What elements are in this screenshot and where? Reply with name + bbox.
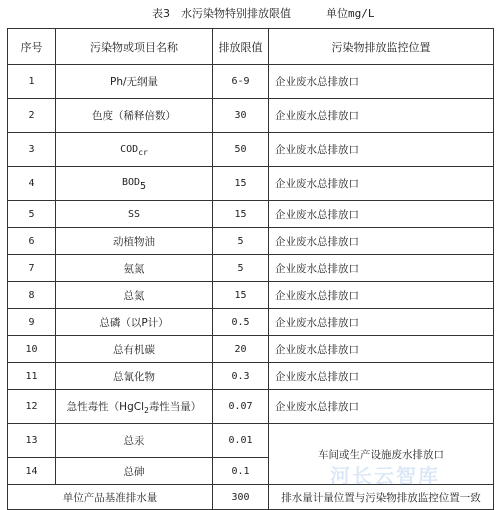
row-serial: 3 [8, 133, 56, 167]
table-row [8, 363, 494, 390]
unit-label: 单位 [326, 7, 348, 20]
unit-note [326, 6, 375, 22]
header-serial: 序号 [8, 29, 56, 65]
watermark: 河长云智库 [330, 464, 440, 488]
row-pollutant: 氨氮 [56, 255, 213, 282]
table-caption [0, 6, 500, 22]
row-serial: 6 [8, 228, 56, 255]
row-location: 企业废水总排放口 [269, 336, 494, 363]
row-limit: 0.01 [213, 424, 269, 458]
row-serial: 1 [8, 65, 56, 99]
row-location: 企业废水总排放口 [269, 255, 494, 282]
pollutant-prefix: 急性毒性（HgCl [66, 400, 144, 413]
row-serial: 2 [8, 99, 56, 133]
pollutant-main: COD [120, 143, 139, 155]
header-row [8, 29, 494, 65]
row-location: 企业废水总排放口 [269, 282, 494, 309]
row-pollutant: 总有机碳 [56, 336, 213, 363]
pollutant-subscript: 2 [143, 405, 149, 415]
row-pollutant: 动植物油 [56, 228, 213, 255]
header-limit: 排放限值 [213, 29, 269, 65]
pollutant-subscript: cr [138, 147, 148, 157]
unit-value: mg/L [348, 7, 375, 20]
footer-label: 单位产品基准排水量 [8, 485, 213, 510]
row-limit: 30 [213, 99, 269, 133]
row-location: 企业废水总排放口 [269, 363, 494, 390]
row-location: 企业废水总排放口 [269, 201, 494, 228]
table-row [8, 201, 494, 228]
table-row [8, 228, 494, 255]
emission-limits-table [7, 28, 494, 510]
row-serial: 10 [8, 336, 56, 363]
merged-location-cell: 车间或生产设施废水排放口 [269, 424, 494, 485]
row-location: 企业废水总排放口 [269, 133, 494, 167]
row-limit: 15 [213, 201, 269, 228]
row-pollutant: 总磷（以P计） [56, 309, 213, 336]
row-location: 企业废水总排放口 [269, 228, 494, 255]
row-limit: 5 [213, 255, 269, 282]
row-limit: 0.1 [213, 458, 269, 485]
row-serial: 14 [8, 458, 56, 485]
row-pollutant [56, 133, 213, 167]
row-serial: 12 [8, 390, 56, 424]
row-pollutant: 总砷 [56, 458, 213, 485]
row-limit: 20 [213, 336, 269, 363]
row-pollutant: 总氰化物 [56, 363, 213, 390]
row-serial: 5 [8, 201, 56, 228]
row-location: 企业废水总排放口 [269, 309, 494, 336]
row-pollutant: 色度（稀释倍数） [56, 99, 213, 133]
row-pollutant [56, 167, 213, 201]
table-row [8, 336, 494, 363]
row-serial: 8 [8, 282, 56, 309]
table-row [8, 167, 494, 201]
table-row [8, 424, 494, 458]
row-limit: 0.5 [213, 309, 269, 336]
row-serial: 4 [8, 167, 56, 201]
row-location: 企业废水总排放口 [269, 167, 494, 201]
table-row [8, 309, 494, 336]
row-limit: 5 [213, 228, 269, 255]
footer-location: 排水量计量位置与污染物排放监控位置一致 [269, 485, 494, 510]
row-limit: 6-9 [213, 65, 269, 99]
row-limit: 50 [213, 133, 269, 167]
table-row [8, 390, 494, 424]
row-location: 企业废水总排放口 [269, 99, 494, 133]
row-limit: 0.07 [213, 390, 269, 424]
row-location: 企业废水总排放口 [269, 390, 494, 424]
row-limit: 0.3 [213, 363, 269, 390]
row-serial: 7 [8, 255, 56, 282]
row-location: 企业废水总排放口 [269, 65, 494, 99]
pollutant-suffix: 毒性当量） [148, 400, 202, 413]
footer-limit: 300 [213, 485, 269, 510]
row-serial: 9 [8, 309, 56, 336]
pollutant-main: BOD [121, 176, 141, 188]
row-pollutant: Ph/无纲量 [56, 65, 213, 99]
pollutant-subscript: 5 [140, 180, 147, 192]
row-limit: 15 [213, 167, 269, 201]
table-row [8, 282, 494, 309]
row-limit: 15 [213, 282, 269, 309]
row-pollutant: SS [56, 201, 213, 228]
table-row [8, 65, 494, 99]
header-pollutant: 污染物或项目名称 [56, 29, 213, 65]
table-row [8, 133, 494, 167]
table-row [8, 99, 494, 133]
row-pollutant: 总汞 [56, 424, 213, 458]
table-title: 表3 水污染物特别排放限值 [152, 7, 291, 20]
row-serial: 13 [8, 424, 56, 458]
table-row [8, 255, 494, 282]
row-serial: 11 [8, 363, 56, 390]
row-pollutant [56, 390, 213, 424]
row-pollutant: 总氮 [56, 282, 213, 309]
header-location: 污染物排放监控位置 [269, 29, 494, 65]
